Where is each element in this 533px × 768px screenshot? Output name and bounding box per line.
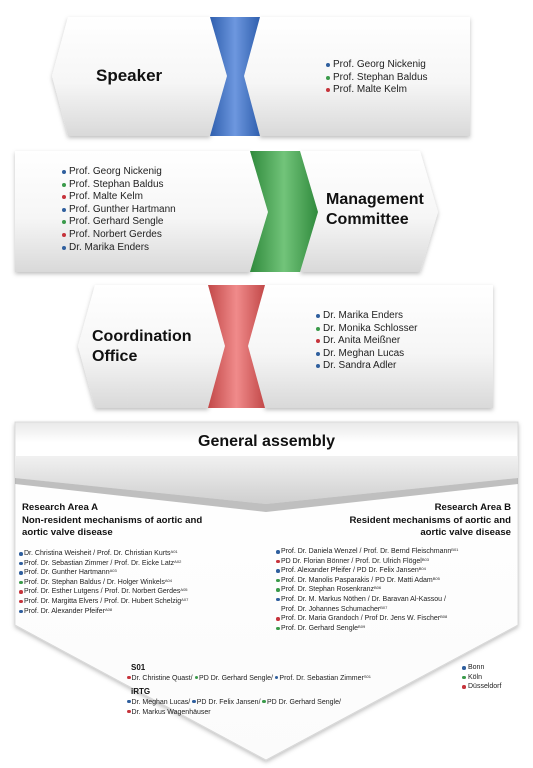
research-area-b-subtitle-2: aortic valve disease: [420, 527, 511, 538]
area-a-project-name: Prof. Dr. Margitta Elvers / Prof. Dr. Hubert Schelzig: [24, 597, 182, 605]
site-dot-duesseldorf: [462, 685, 466, 689]
research-area-a-projects: [19, 549, 188, 616]
research-area-b-projects: [276, 547, 458, 633]
area-a-project-code: A01: [170, 549, 178, 554]
legend-name: Düsseldorf: [468, 683, 502, 691]
speaker-title: Speaker: [96, 66, 163, 85]
coordination-title-line2: Office: [92, 348, 138, 365]
site-dot-bonn: [19, 552, 23, 556]
s01-members: [127, 674, 371, 684]
legend-item: [462, 663, 501, 673]
management-member-name: Prof. Gerhard Sengle: [69, 216, 164, 228]
management-member-list: [62, 166, 176, 254]
management-member-name: Prof. Malte Kelm: [69, 191, 143, 203]
area-b-project-item: [276, 547, 458, 557]
area-b-project-name: Prof. Dr. Manolis Pasparakis / PD Dr. Matti Adam: [281, 576, 433, 584]
coordination-member-name: Dr. Sandra Adler: [323, 360, 397, 372]
site-legend: [462, 663, 501, 692]
legend-name: Bonn: [468, 664, 485, 671]
coordination-member-item: [316, 310, 417, 323]
site-dot-bonn: [19, 571, 23, 575]
site-dot-bonn: [19, 610, 23, 614]
area-b-project-code: B06: [374, 585, 382, 591]
area-a-project-item: [19, 568, 188, 578]
area-b-project-name: Prof. Dr. Maria Grandoch / Prof Dr. Jens W. Fischer: [281, 615, 441, 623]
area-a-project-code: A07: [181, 596, 189, 602]
site-dot-duesseldorf: [19, 590, 23, 594]
speaker-member-name: Prof. Malte Kelm: [333, 84, 407, 96]
site-dot-bonn: [276, 598, 280, 602]
area-b-project-item: [276, 614, 458, 624]
management-member-name: Prof. Gunther Hartmann: [69, 203, 176, 215]
s01-member-1: Dr. Christine Quast/: [131, 675, 193, 682]
area-a-project-item: [19, 587, 188, 597]
coordination-member-name: Dr. Anita Meißner: [323, 335, 401, 347]
irtg-label: iRTG: [131, 687, 151, 696]
area-b-project-code: B09: [358, 623, 366, 629]
coordination-title-line1: Coordination: [92, 328, 192, 345]
legend-item: [462, 673, 501, 683]
area-b-project-name: Prof. Dr. Stephan Rosenkranz: [281, 586, 374, 594]
area-b-project-name: Prof. Dr. Johannes Schumacher: [281, 605, 381, 613]
area-b-project-item: [276, 566, 458, 576]
coordination-member-name: Dr. Monika Schlosser: [323, 322, 418, 334]
s01-member-2: PD Dr. Gerhard Sengle/: [199, 675, 273, 682]
research-area-b-heading: Research Area B: [434, 502, 511, 513]
area-a-project-code: A02: [174, 558, 182, 564]
site-dot-koeln: [316, 327, 320, 331]
site-dot-koeln: [276, 627, 280, 631]
irtg-members-line1: [127, 698, 341, 708]
management-member-name: Prof. Norbert Gerdes: [69, 228, 162, 240]
management-title-line2: Committee: [326, 211, 409, 228]
area-a-project-name: Prof. Dr. Gunther Hartmann: [24, 569, 110, 577]
area-b-project-item: [276, 595, 458, 605]
area-a-project-item: [19, 549, 188, 559]
site-dot-bonn: [462, 666, 466, 670]
speaker-member-list: [326, 59, 428, 97]
area-b-project-name: PD Dr. Florian Bönner / Prof. Dr. Ulrich Flögel: [281, 557, 422, 565]
site-dot-bonn: [326, 63, 330, 67]
management-member-item: [62, 229, 176, 242]
area-b-project-code: B05: [432, 575, 440, 581]
management-member-item: [62, 166, 176, 179]
coordination-member-item: [316, 360, 417, 373]
s01-code: S01: [363, 674, 371, 679]
area-b-project-code: B03: [421, 556, 429, 562]
coordination-member-list: [316, 310, 417, 373]
area-a-project-name: Prof. Dr. Sebastian Zimmer / Prof. Dr. Eicke Latz: [24, 559, 175, 567]
site-dot-bonn: [276, 569, 280, 573]
site-dot-duesseldorf: [326, 88, 330, 92]
coordination-title: [92, 327, 192, 367]
site-dot-duesseldorf: [62, 195, 66, 199]
site-dot-bonn: [275, 676, 279, 680]
irtg-member-2: PD Dr. Felix Jansen/: [196, 699, 261, 706]
research-area-a-heading: Research Area A: [22, 502, 99, 513]
area-b-project-code: B01: [451, 547, 459, 552]
coordination-member-item: [316, 348, 417, 361]
area-a-project-name: Dr. Christina Weisheit / Prof. Dr. Christian Kurts: [24, 550, 171, 557]
area-a-project-name: Prof. Dr. Stephan Baldus / Dr. Holger Winkels: [24, 578, 165, 586]
area-b-project-item: [276, 605, 458, 615]
coordination-member-name: Dr. Meghan Lucas: [323, 347, 405, 359]
site-dot-duesseldorf: [62, 233, 66, 237]
site-dot-duesseldorf: [19, 600, 23, 604]
coordination-member-item: [316, 335, 417, 348]
area-a-project-item: [19, 597, 188, 607]
area-b-project-name: Prof. Dr. M. Markus Nöthen / Dr. Baravan Al-Kassou /: [281, 595, 446, 603]
site-dot-koeln: [276, 579, 280, 583]
speaker-member-item: [326, 59, 428, 72]
legend-name: Köln: [468, 673, 483, 681]
area-b-project-item: [276, 624, 458, 634]
site-dot-bonn: [316, 364, 320, 368]
site-dot-bonn: [62, 170, 66, 174]
area-b-project-name: Prof. Dr. Daniela Wenzel / Prof. Dr. Bernd Fleischmann: [281, 548, 452, 555]
speaker-member-name: Prof. Stephan Baldus: [333, 71, 428, 83]
irtg-member-3: PD Dr. Gerhard Sengle/: [266, 699, 341, 706]
site-dot-duesseldorf: [276, 617, 280, 621]
coordination-member-name: Dr. Marika Enders: [323, 310, 404, 321]
management-member-item: [62, 242, 176, 255]
site-dot-koeln: [326, 76, 330, 80]
research-area-a-subtitle-2: aortic valve disease: [22, 527, 113, 538]
irtg-members-line2: [127, 708, 211, 718]
management-title-line1: Management: [326, 191, 424, 208]
site-dot-koeln: [62, 220, 66, 224]
area-a-project-item: [19, 607, 188, 617]
area-a-project-code: A03: [109, 568, 117, 574]
area-a-project-item: [19, 559, 188, 569]
site-dot-bonn: [316, 314, 320, 318]
site-dot-bonn: [316, 352, 320, 356]
management-member-item: [62, 179, 176, 192]
site-dot-duesseldorf: [316, 339, 320, 343]
area-b-project-item: [276, 585, 458, 595]
site-dot-bonn: [62, 208, 66, 212]
coordination-member-item: [316, 323, 417, 336]
research-area-b-subtitle-1: Resident mechanisms of aortic and: [349, 514, 511, 526]
speaker-member-item: [326, 72, 428, 85]
site-dot-bonn: [276, 550, 280, 554]
research-area-b-header: [349, 502, 511, 540]
area-b-project-name: Prof. Alexander Pfeifer / PD Dr. Felix Jansen: [281, 567, 419, 575]
management-member-name: Prof. Stephan Baldus: [69, 178, 164, 190]
management-member-name: Prof. Georg Nickenig: [69, 166, 162, 177]
site-dot-duesseldorf: [127, 676, 131, 680]
speaker-member-name: Prof. Georg Nickenig: [333, 59, 426, 70]
s01-label: S01: [131, 663, 146, 672]
site-dot-koeln: [195, 676, 199, 680]
area-a-project-code: A04: [164, 577, 172, 583]
general-assembly-title: General assembly: [198, 433, 335, 450]
area-b-project-name: Prof. Dr. Gerhard Sengle: [281, 624, 359, 632]
site-dot-koeln: [62, 183, 66, 187]
speaker-member-item: [326, 84, 428, 97]
site-dot-koeln: [276, 588, 280, 592]
area-b-project-item: [276, 576, 458, 586]
area-a-project-name: Prof. Dr. Esther Lutgens / Prof. Dr. Norbert Gerdes: [24, 588, 181, 596]
s01-member-3: Prof. Dr. Sebastian Zimmer: [279, 675, 364, 682]
site-dot-koeln: [262, 700, 266, 704]
area-a-project-code: A05: [180, 587, 188, 593]
management-title: [326, 190, 424, 230]
site-dot-bonn: [62, 246, 66, 250]
site-dot-bonn: [19, 562, 23, 566]
area-a-project-name: Prof. Dr. Alexander Pfeifer: [24, 607, 105, 615]
legend-item: [462, 682, 501, 692]
area-a-project-code: A08: [104, 606, 113, 612]
research-area-a-subtitle-1: Non-resident mechanisms of aortic and: [22, 514, 203, 526]
site-dot-bonn: [192, 700, 196, 704]
site-dot-koeln: [19, 581, 23, 585]
area-b-project-code: B04: [418, 566, 426, 572]
management-member-item: [62, 216, 176, 229]
research-area-a-header: [22, 502, 202, 540]
management-member-item: [62, 191, 176, 204]
area-a-project-item: [19, 578, 188, 588]
site-dot-duesseldorf: [276, 560, 280, 564]
area-b-project-item: [276, 557, 458, 567]
site-dot-duesseldorf: [127, 710, 131, 714]
site-dot-bonn: [127, 700, 131, 704]
area-b-project-code: B07: [380, 604, 388, 610]
area-b-project-code: B08: [440, 614, 448, 620]
site-dot-koeln: [462, 676, 466, 680]
management-member-name: Dr. Marika Enders: [69, 241, 150, 253]
irtg-member-4: Dr. Markus Wagenhäuser: [131, 709, 211, 716]
management-member-item: [62, 204, 176, 217]
irtg-member-1: Dr. Meghan Lucas/: [131, 699, 191, 706]
